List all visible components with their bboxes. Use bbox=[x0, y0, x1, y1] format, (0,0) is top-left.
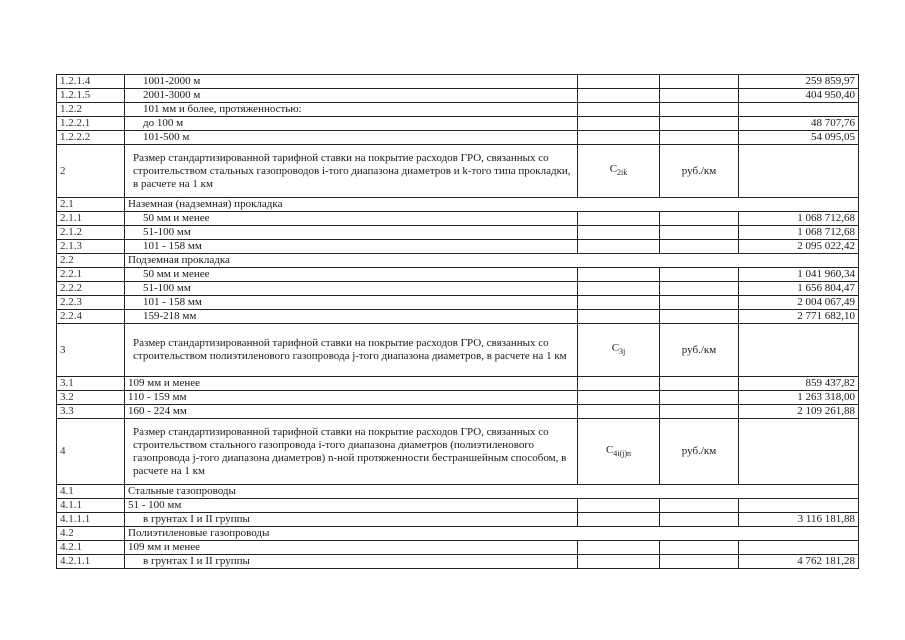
row-value: 1 068 712,68 bbox=[739, 226, 859, 240]
table-row bbox=[57, 419, 859, 485]
row-description: 50 мм и менее bbox=[125, 268, 578, 282]
row-value: 1 263 318,00 bbox=[739, 391, 859, 405]
row-description: Полиэтиленовые газопроводы bbox=[125, 527, 859, 541]
row-unit bbox=[660, 296, 739, 310]
row-number: 4.2.1.1 bbox=[57, 555, 125, 569]
row-number: 3.2 bbox=[57, 391, 125, 405]
row-code bbox=[578, 145, 660, 198]
row-description: 159-218 мм bbox=[125, 310, 578, 324]
row-description: Стальные газопроводы bbox=[125, 485, 859, 499]
table-row bbox=[57, 541, 859, 555]
row-number: 3 bbox=[57, 324, 125, 377]
row-unit bbox=[660, 226, 739, 240]
table-row bbox=[57, 324, 859, 377]
row-code bbox=[578, 268, 660, 282]
row-value: 2 095 022,42 bbox=[739, 240, 859, 254]
row-number: 1.2.1.5 bbox=[57, 89, 125, 103]
table-row bbox=[57, 117, 859, 131]
row-code bbox=[578, 377, 660, 391]
row-code bbox=[578, 324, 660, 377]
table-row bbox=[57, 499, 859, 513]
row-description: 101 - 158 мм bbox=[125, 296, 578, 310]
row-unit bbox=[660, 499, 739, 513]
row-number: 1.2.2.1 bbox=[57, 117, 125, 131]
row-description: в грунтах I и II группы bbox=[125, 513, 578, 527]
row-number: 2.2.2 bbox=[57, 282, 125, 296]
row-description: 51-100 мм bbox=[125, 282, 578, 296]
row-unit bbox=[660, 541, 739, 555]
code-subscript: 2ik bbox=[617, 168, 628, 177]
row-code bbox=[578, 240, 660, 254]
table-row bbox=[57, 391, 859, 405]
row-value bbox=[739, 419, 859, 485]
row-code bbox=[578, 75, 660, 89]
row-description: 109 мм и менее bbox=[125, 377, 578, 391]
row-number: 1.2.2 bbox=[57, 103, 125, 117]
row-code bbox=[578, 226, 660, 240]
table-row bbox=[57, 513, 859, 527]
row-code bbox=[578, 89, 660, 103]
row-code bbox=[578, 555, 660, 569]
row-unit bbox=[660, 103, 739, 117]
row-unit bbox=[660, 131, 739, 145]
row-number: 1.2.2.2 bbox=[57, 131, 125, 145]
row-unit: руб./км bbox=[660, 324, 739, 377]
row-number: 4.2.1 bbox=[57, 541, 125, 555]
row-description: 1001-2000 м bbox=[125, 75, 578, 89]
row-code bbox=[578, 131, 660, 145]
row-description: 160 - 224 мм bbox=[125, 405, 578, 419]
row-description: в грунтах I и II группы bbox=[125, 555, 578, 569]
row-description: 109 мм и менее bbox=[125, 541, 578, 555]
row-number: 2.1.2 bbox=[57, 226, 125, 240]
row-unit bbox=[660, 555, 739, 569]
row-unit bbox=[660, 391, 739, 405]
table-row bbox=[57, 131, 859, 145]
row-description: Подземная прокладка bbox=[125, 254, 859, 268]
code-subscript: 4i(j)n bbox=[613, 448, 632, 458]
row-unit bbox=[660, 310, 739, 324]
row-unit bbox=[660, 268, 739, 282]
row-description: Размер стандартизированной тарифной ставки на покрытие расходов ГРО, связанных со строительством стальных газопроводов i-того диапазона диаметров и k-того типа прокладки, в расчете на 1 км bbox=[125, 145, 578, 198]
table-row bbox=[57, 268, 859, 282]
table-row bbox=[57, 254, 859, 268]
row-value bbox=[739, 103, 859, 117]
code-symbol: C bbox=[611, 342, 620, 354]
row-number: 3.1 bbox=[57, 377, 125, 391]
row-value: 259 859,97 bbox=[739, 75, 859, 89]
code-subscript: 3j bbox=[619, 347, 626, 356]
row-value bbox=[739, 145, 859, 198]
row-code bbox=[578, 296, 660, 310]
row-code bbox=[578, 405, 660, 419]
row-number: 2.1 bbox=[57, 198, 125, 212]
row-code bbox=[578, 419, 660, 485]
row-unit bbox=[660, 212, 739, 226]
row-number: 4.2 bbox=[57, 527, 125, 541]
row-value bbox=[739, 541, 859, 555]
row-value bbox=[739, 499, 859, 513]
table-row bbox=[57, 310, 859, 324]
row-code bbox=[578, 391, 660, 405]
table-row bbox=[57, 226, 859, 240]
row-description: 2001-3000 м bbox=[125, 89, 578, 103]
row-unit: руб./км bbox=[660, 419, 739, 485]
table-row bbox=[57, 145, 859, 198]
row-unit bbox=[660, 282, 739, 296]
code-symbol: C bbox=[605, 443, 614, 456]
table-body bbox=[57, 75, 859, 569]
row-unit bbox=[660, 240, 739, 254]
row-description: 101 мм и более, протяженностью: bbox=[125, 103, 578, 117]
row-value: 859 437,82 bbox=[739, 377, 859, 391]
row-value: 1 041 960,34 bbox=[739, 268, 859, 282]
row-value: 2 109 261,88 bbox=[739, 405, 859, 419]
row-description: 51 - 100 мм bbox=[125, 499, 578, 513]
row-description: до 100 м bbox=[125, 117, 578, 131]
row-number: 2.1.1 bbox=[57, 212, 125, 226]
table-row bbox=[57, 296, 859, 310]
code-symbol: C bbox=[609, 163, 618, 175]
row-description: Размер стандартизированной тарифной ставки на покрытие расходов ГРО, связанных со строительством полиэтиленового газопровода j-того диапазона диаметров, в расчете на 1 км bbox=[125, 324, 578, 377]
row-code bbox=[578, 117, 660, 131]
row-description: 101 - 158 мм bbox=[125, 240, 578, 254]
row-number: 2.1.3 bbox=[57, 240, 125, 254]
table-row bbox=[57, 485, 859, 499]
row-description: 51-100 мм bbox=[125, 226, 578, 240]
row-value: 4 762 181,28 bbox=[739, 555, 859, 569]
row-unit bbox=[660, 75, 739, 89]
table-row bbox=[57, 282, 859, 296]
row-value: 2 004 067,49 bbox=[739, 296, 859, 310]
row-unit bbox=[660, 405, 739, 419]
row-number: 1.2.1.4 bbox=[57, 75, 125, 89]
row-number: 4 bbox=[57, 419, 125, 485]
row-value: 3 116 181,88 bbox=[739, 513, 859, 527]
row-code bbox=[578, 513, 660, 527]
table-row bbox=[57, 377, 859, 391]
row-number: 2.2.1 bbox=[57, 268, 125, 282]
row-description: 101-500 м bbox=[125, 131, 578, 145]
row-description: 50 мм и менее bbox=[125, 212, 578, 226]
row-value: 1 068 712,68 bbox=[739, 212, 859, 226]
row-value: 48 707,76 bbox=[739, 117, 859, 131]
row-code bbox=[578, 282, 660, 296]
row-description: Наземная (надземная) прокладка bbox=[125, 198, 859, 212]
table-row bbox=[57, 555, 859, 569]
row-value: 1 656 804,47 bbox=[739, 282, 859, 296]
table-row bbox=[57, 405, 859, 419]
table-row bbox=[57, 212, 859, 226]
row-code bbox=[578, 103, 660, 117]
row-number: 4.1 bbox=[57, 485, 125, 499]
row-number: 4.1.1 bbox=[57, 499, 125, 513]
row-description: Размер стандартизированной тарифной ставки на покрытие расходов ГРО, связанных со строительством стального газопровода i-того диапазона диаметров (полиэтиленового газопровода j-того диапазона диаметров) n-ной протяженности бестраншейным способом, в расчете на 1 км bbox=[125, 419, 578, 485]
row-unit: руб./км bbox=[660, 145, 739, 198]
table-row bbox=[57, 527, 859, 541]
row-value: 54 095,05 bbox=[739, 131, 859, 145]
row-unit bbox=[660, 513, 739, 527]
row-code bbox=[578, 310, 660, 324]
row-code bbox=[578, 212, 660, 226]
row-code bbox=[578, 541, 660, 555]
tariff-rates-table bbox=[56, 74, 859, 569]
table-row bbox=[57, 240, 859, 254]
document-page bbox=[56, 74, 859, 569]
row-description: 110 - 159 мм bbox=[125, 391, 578, 405]
row-value: 2 771 682,10 bbox=[739, 310, 859, 324]
row-number: 4.1.1.1 bbox=[57, 513, 125, 527]
row-value bbox=[739, 324, 859, 377]
row-number: 3.3 bbox=[57, 405, 125, 419]
table-row bbox=[57, 103, 859, 117]
row-number: 2.2 bbox=[57, 254, 125, 268]
row-number: 2 bbox=[57, 145, 125, 198]
row-unit bbox=[660, 117, 739, 131]
table-row bbox=[57, 89, 859, 103]
row-unit bbox=[660, 89, 739, 103]
row-code bbox=[578, 499, 660, 513]
row-number: 2.2.3 bbox=[57, 296, 125, 310]
row-unit bbox=[660, 377, 739, 391]
row-number: 2.2.4 bbox=[57, 310, 125, 324]
table-row bbox=[57, 75, 859, 89]
row-value: 404 950,40 bbox=[739, 89, 859, 103]
table-row bbox=[57, 198, 859, 212]
